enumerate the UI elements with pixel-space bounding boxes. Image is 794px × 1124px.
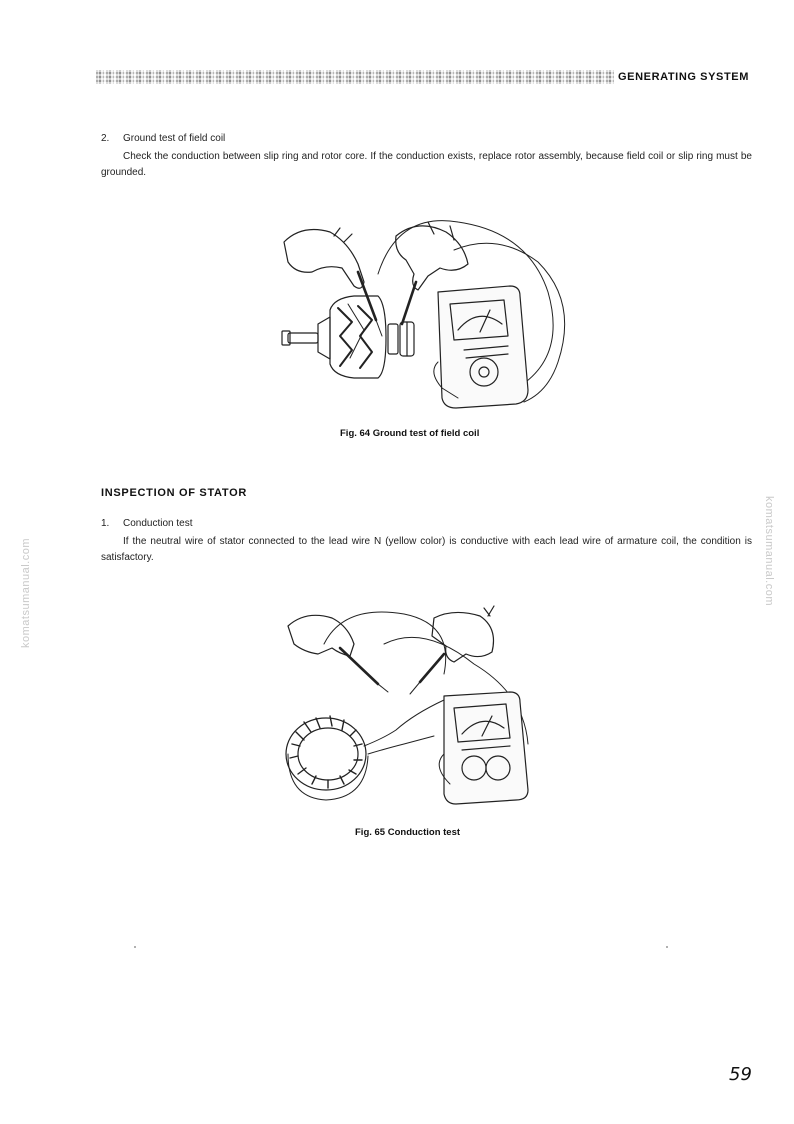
header-rule bbox=[96, 70, 614, 84]
scan-speck bbox=[134, 946, 136, 948]
ground-test-heading bbox=[101, 133, 225, 144]
figure-65-caption: Fig. 65 Conduction test bbox=[355, 827, 461, 838]
figure-64-illustration bbox=[278, 212, 578, 417]
section-header-title: GENERATING SYSTEM bbox=[618, 71, 750, 83]
scan-speck bbox=[666, 946, 668, 948]
watermark-right: komatsumanual.com bbox=[763, 496, 775, 606]
page-number: 59 bbox=[729, 1064, 752, 1085]
watermark-left: komatsumanual.com bbox=[20, 538, 32, 648]
section-heading: INSPECTION OF STATOR bbox=[101, 487, 248, 499]
step-number: 2. bbox=[101, 133, 110, 144]
conduction-test-heading bbox=[101, 518, 193, 529]
ground-test-body: Check the conduction between slip ring and rotor core. If the conduction exists, replace rotor assembly, because field coil or slip ring must be grounded. bbox=[101, 151, 752, 178]
step-title: Ground test of field coil bbox=[123, 133, 226, 144]
step-title: Conduction test bbox=[123, 518, 193, 529]
conduction-test-body: If the neutral wire of stator connected to the lead wire N (yellow color) is conductive with each lead wire of armature coil, the condition is satisfactory. bbox=[101, 536, 752, 563]
figure-65-illustration bbox=[284, 604, 554, 812]
figure-64-caption: Fig. 64 Ground test of field coil bbox=[340, 428, 480, 439]
step-number: 1. bbox=[101, 518, 110, 529]
